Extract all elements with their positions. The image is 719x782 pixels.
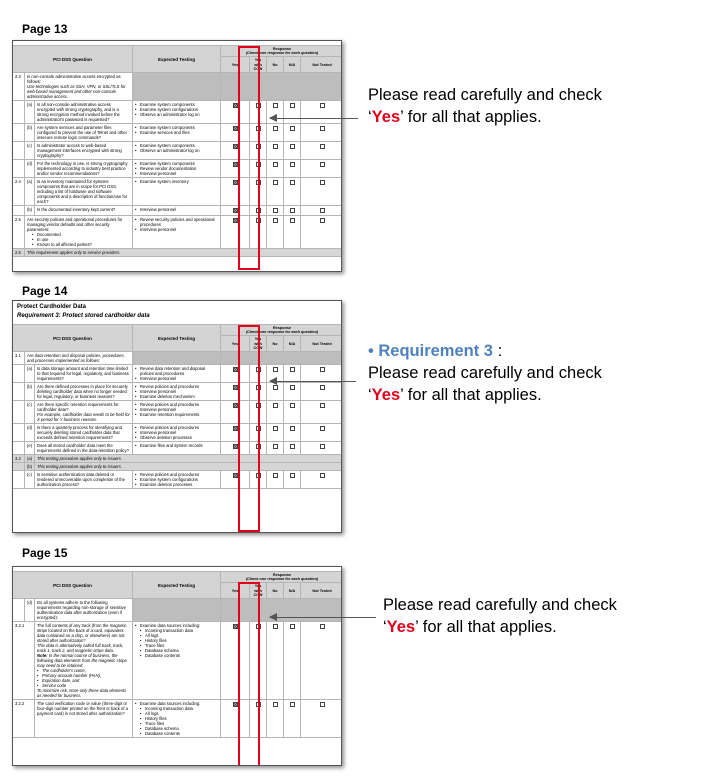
checkbox-not-tested[interactable] [320, 385, 325, 390]
checkbox-yes[interactable] [233, 444, 238, 449]
header-expected-testing: Expected Testing [133, 325, 221, 352]
checkbox-yes[interactable] [233, 473, 238, 478]
requirement-title: Requirement 3: Protect stored cardholder data [17, 313, 150, 319]
checkbox-not-tested[interactable] [320, 702, 325, 707]
checkbox-not-tested[interactable] [320, 180, 325, 185]
checkbox-not-tested[interactable] [320, 144, 325, 149]
checkbox-na[interactable] [290, 702, 295, 707]
header-not-tested: Not Tested [301, 336, 343, 352]
checkbox-no[interactable] [273, 162, 278, 167]
header-na: N/A [284, 583, 301, 599]
header-not-tested: Not Tested [301, 583, 343, 599]
checkbox-no[interactable] [273, 385, 278, 390]
table-row: (b) Are there defined processes in place for securely deleting cardholder data when no longer needed for legal, regulatory, or business reasons? • Review policies and procedures • Interview personnel • Examine deletion mechanism [13, 383, 343, 401]
page-14-question-table [12, 324, 342, 489]
header-yes: Yes [221, 57, 250, 73]
header-yes-ccw: Yes with CCW [250, 57, 267, 73]
checkbox-yes-ccw[interactable] [256, 162, 261, 167]
checkbox-no[interactable] [273, 180, 278, 185]
checkbox-not-tested[interactable] [320, 208, 325, 213]
table-row: (c) Is sensitive authentication data deleted or rendered unrecoverable upon completion of the authorization process? • Review policies and procedures • Examine system configurations • Examine deletion processes [13, 471, 343, 489]
header-expected-testing: Expected Testing [133, 46, 221, 73]
checkbox-no[interactable] [273, 426, 278, 431]
header-yes-ccw: Yes with CCW [250, 583, 267, 599]
table-row: (c) Are there specific retention requirements for cardholder data? For example, cardholder data needs to be held for X period for Y business reasons. • Review policies and procedures • Interview personnel • Examine retention requirements [13, 401, 343, 424]
header-question: PCI DSS Question [13, 46, 133, 73]
checkbox-na[interactable] [290, 103, 295, 108]
header-no: No [267, 336, 284, 352]
arrow-page-14 [270, 381, 356, 382]
checkbox-no[interactable] [273, 702, 278, 707]
table-row: 3.2 (a) This testing procedure applies only to issuers. [13, 455, 343, 463]
checkbox-no[interactable] [273, 444, 278, 449]
checkbox-yes[interactable] [233, 403, 238, 408]
checkbox-yes-ccw[interactable] [256, 426, 261, 431]
checkbox-not-tested[interactable] [320, 444, 325, 449]
checkbox-yes-ccw[interactable] [256, 144, 261, 149]
checkbox-na[interactable] [290, 126, 295, 131]
checkbox-yes[interactable] [233, 103, 238, 108]
checkbox-yes-ccw[interactable] [256, 444, 261, 449]
checkbox-not-tested[interactable] [320, 403, 325, 408]
checkbox-na[interactable] [290, 403, 295, 408]
table-row: (d) Is there a quarterly process for identifying and securely deleting stored cardholder data that exceeds defined retention requirements? • Review policies and procedures • Interview personnel • Observe deletion processes [13, 424, 343, 442]
header-not-tested: Not Tested [301, 57, 343, 73]
checkbox-yes-ccw[interactable] [256, 473, 261, 478]
header-question: PCI DSS Question [13, 325, 133, 352]
table-row: 3.2.2 The card verification code or value (three-digit or four-digit number printed on the front or back of a payment card) is not stored after authorization? • Examine data sources including: ▪ Incoming transaction data ▪ All logs ▪ History files ▪ Trace files ▪ Database schema ▪ Database contents [13, 700, 343, 738]
header-na: N/A [284, 57, 301, 73]
checkbox-no[interactable] [273, 218, 278, 223]
table-row: (d) For the technology in use, is strong cryptography implemented according to industry best practice and/or vendor recommendations? • Examine system components • Review vendor documentation • Interview personnel [13, 160, 343, 178]
checkbox-no[interactable] [273, 473, 278, 478]
checkbox-yes[interactable] [233, 385, 238, 390]
checkbox-no[interactable] [273, 126, 278, 131]
checkbox-yes[interactable] [233, 426, 238, 431]
table-row: 2.3 Is non-console administrative access encrypted as follows: Use technologies such as SSH, VPN, or SSL/TLS for web-based management and other non-console administrative access. [13, 73, 343, 101]
checkbox-na[interactable] [290, 367, 295, 372]
checkbox-na[interactable] [290, 208, 295, 213]
checkbox-yes[interactable] [233, 624, 238, 629]
checkbox-no[interactable] [273, 144, 278, 149]
header-yes-ccw: Yes with CCW [250, 336, 267, 352]
checkbox-na[interactable] [290, 180, 295, 185]
checkbox-na[interactable] [290, 624, 295, 629]
requirement-3-label: • Requirement 3 [368, 342, 493, 360]
checkbox-no[interactable] [273, 208, 278, 213]
checkbox-yes-ccw[interactable] [256, 385, 261, 390]
checkbox-yes[interactable] [233, 208, 238, 213]
page-15-document [12, 566, 342, 766]
table-row: (b) Are system services and parameter files configured to prevent the use of Telnet and other insecure remote login commands? • Examine system components • Examine services and files [13, 124, 343, 142]
arrow-page-13 [270, 118, 358, 119]
checkbox-na[interactable] [290, 218, 295, 223]
checkbox-yes-ccw[interactable] [256, 208, 261, 213]
table-row: (e) Does all stored cardholder data meet the requirements defined in the data-retention policy? • Examine files and system records [13, 442, 343, 455]
checkbox-yes-ccw[interactable] [256, 218, 261, 223]
table-row: (b) Is the documented inventory kept current? • Interview personnel [13, 206, 343, 216]
checkbox-yes-ccw[interactable] [256, 180, 261, 185]
checkbox-not-tested[interactable] [320, 367, 325, 372]
header-question: PCI DSS Question [13, 572, 133, 599]
checkbox-not-tested[interactable] [320, 103, 325, 108]
checkbox-yes-ccw[interactable] [256, 126, 261, 131]
checkbox-not-tested[interactable] [320, 624, 325, 629]
table-row: 3.1 Are data-retention and disposal policies, procedures, and processes implemented as follows: [13, 352, 343, 365]
page-14-document [12, 300, 342, 533]
checkbox-no[interactable] [273, 367, 278, 372]
checkbox-yes[interactable] [233, 162, 238, 167]
table-row: 3.2.1 The full contents of any track (from the magnetic stripe located on the back of a card, equivalent data contained on a chip, or elsewhere) are not stored after authorization? This data is alternatively called full track, track, track 1, track 2, and magnetic-stripe data. Note: In the normal course of business, the following data elements from the magnetic stripe may need to be retained: ▪ The cardholder's name, ▪ Primary account number (PAN), ▪ Expiration date, and ▪ Service code To minimize risk, store only these data elements as needed for business. • Examine data sources including: ▪ Incoming transaction data ▪ All logs ▪ History files ▪ Trace files ▪ Database schema ▪ Database contents [13, 622, 343, 700]
header-response: Response (Check one response for each question) [221, 46, 343, 57]
checkbox-yes-ccw[interactable] [256, 624, 261, 629]
checkbox-na[interactable] [290, 444, 295, 449]
page-15-question-table [12, 571, 342, 738]
note-page-15: Please read carefully and check ‘Yes’ for all that applies. [383, 596, 617, 636]
note-page-13: Please read carefully and check ‘Yes’ for all that applies. [368, 86, 602, 126]
page-13-question-table [12, 45, 342, 257]
header-no: No [267, 583, 284, 599]
table-row: (b) This testing procedure applies only to issuers. [13, 463, 343, 471]
checkbox-na[interactable] [290, 385, 295, 390]
checkbox-not-tested[interactable] [320, 162, 325, 167]
checkbox-no[interactable] [273, 103, 278, 108]
table-row: 2.4 (a) Is an inventory maintained for systems components that are in scope for PCI DSS, including a list of hardware and software components and a description of function/use for each? • Examine system inventory [13, 178, 343, 206]
checkbox-not-tested[interactable] [320, 473, 325, 478]
page-13-label: Page 13 [22, 22, 68, 36]
checkbox-not-tested[interactable] [320, 426, 325, 431]
table-row: 2.5 Are security policies and operational procedures for managing vendor defaults and other security parameters: • Documented • In use • Known to all affected parties? • Review security policies and operational procedures • Interview personnel [13, 216, 343, 249]
arrow-page-15 [270, 617, 376, 618]
header-na: N/A [284, 336, 301, 352]
page-14-label: Page 14 [22, 284, 68, 298]
checkbox-yes[interactable] [233, 180, 238, 185]
table-row: (d) Do all systems adhere to the following requirements regarding non-storage of sensitive authentication data after authorization (even if encrypted): [13, 599, 343, 622]
checkbox-yes-ccw[interactable] [256, 367, 261, 372]
checkbox-not-tested[interactable] [320, 126, 325, 131]
checkbox-yes[interactable] [233, 218, 238, 223]
checkbox-not-tested[interactable] [320, 218, 325, 223]
header-yes: Yes [221, 583, 250, 599]
checkbox-na[interactable] [290, 473, 295, 478]
checkbox-yes[interactable] [233, 144, 238, 149]
checkbox-no[interactable] [273, 624, 278, 629]
checkbox-yes[interactable] [233, 702, 238, 707]
header-expected-testing: Expected Testing [133, 572, 221, 599]
checkbox-no[interactable] [273, 403, 278, 408]
table-row: (a) Is data storage amount and retention time limited to that required for legal, regulatory, and business requirements? • Review data retention and disposal policies and procedures • Interview personnel [13, 365, 343, 383]
page-13-document [12, 40, 342, 272]
header-response: Response (Check one response for each question) [221, 325, 343, 336]
checkbox-na[interactable] [290, 426, 295, 431]
checkbox-yes-ccw[interactable] [256, 403, 261, 408]
checkbox-na[interactable] [290, 144, 295, 149]
checkbox-yes[interactable] [233, 367, 238, 372]
header-response: Response (Check one response for each question) [221, 572, 343, 583]
table-row: (c) Is administrator access to web-based management interfaces encrypted with strong cryptography? • Examine system components • Observe an administrator log on [13, 142, 343, 160]
checkbox-yes-ccw[interactable] [256, 103, 261, 108]
section-title: Protect Cardholder Data [17, 304, 87, 310]
checkbox-na[interactable] [290, 162, 295, 167]
header-yes: Yes [221, 336, 250, 352]
checkbox-yes-ccw[interactable] [256, 702, 261, 707]
table-row: (a) Is all non-console administrative access encrypted with strong cryptography, and is a strong encryption method invoked before the administrator's password is requested? • Examine system components • Examine system configurations • Observe an administrator log on [13, 101, 343, 124]
checkbox-yes[interactable] [233, 126, 238, 131]
page-15-label: Page 15 [22, 546, 68, 560]
note-page-14: • Requirement 3 : Please read carefully and check ‘Yes’ for all that applies. [368, 342, 602, 404]
table-row: 2.6 This requirement applies only to service providers. [13, 249, 343, 257]
header-no: No [267, 57, 284, 73]
